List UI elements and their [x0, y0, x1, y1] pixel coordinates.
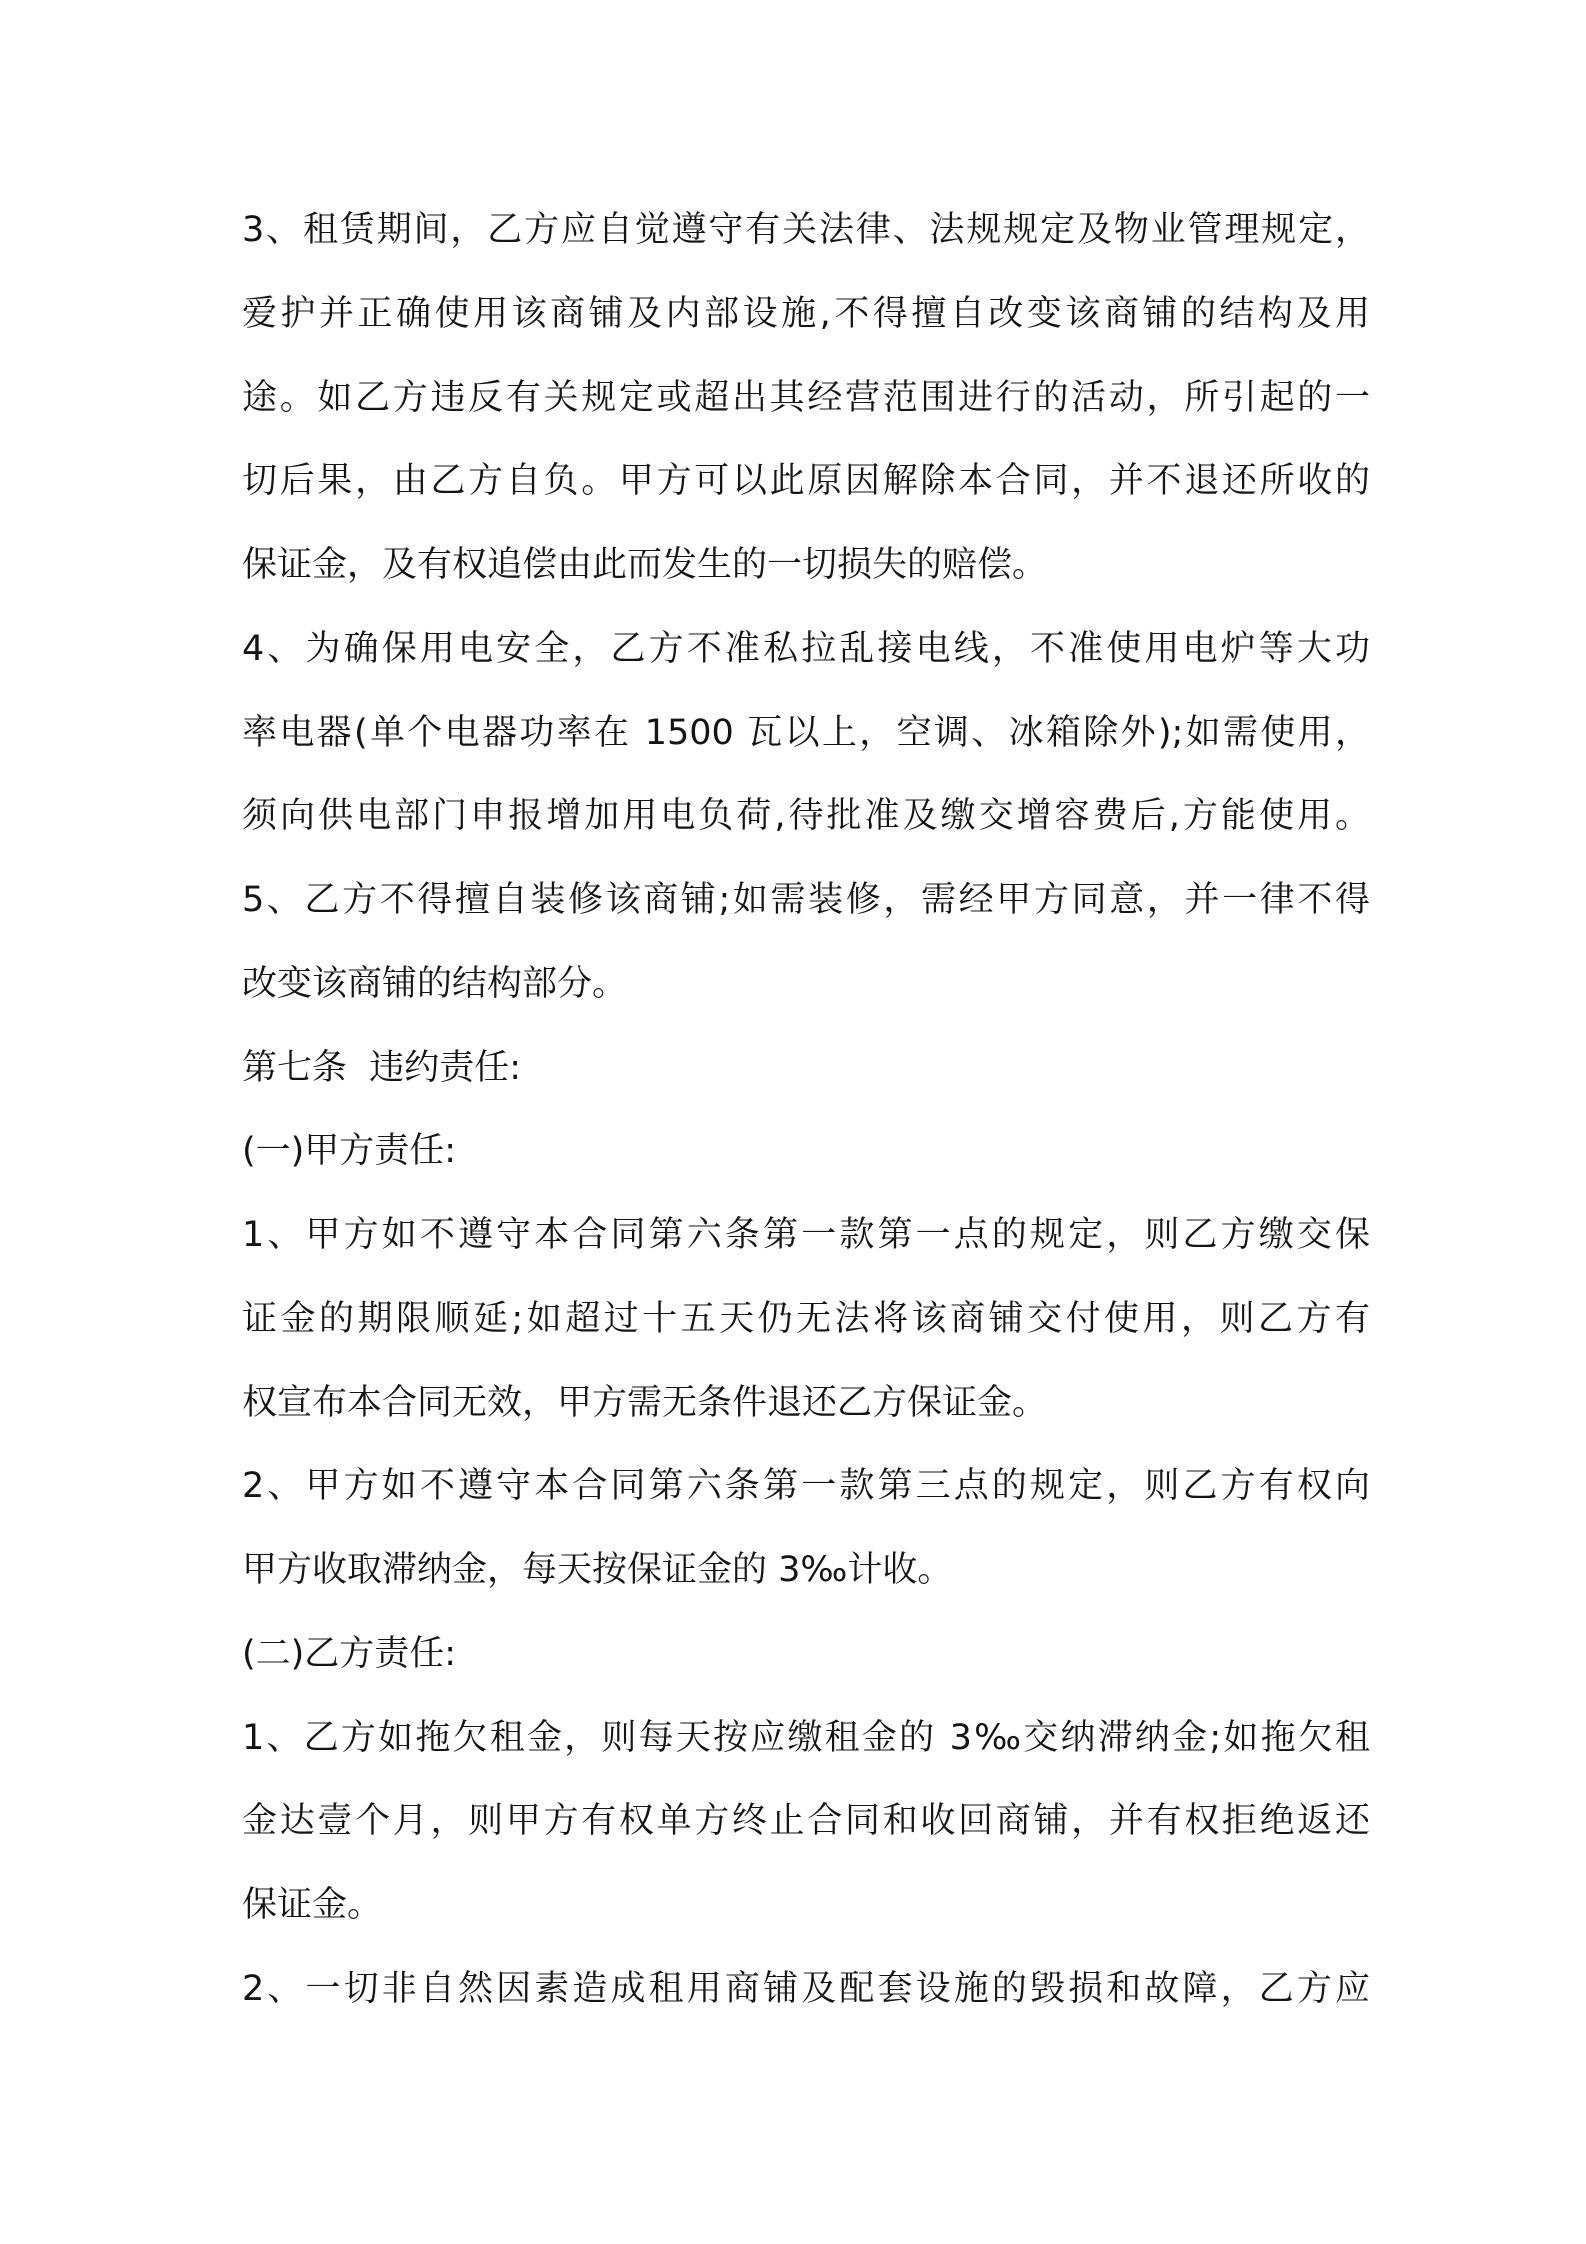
text-line: 1、乙方如拖欠租金，则每天按应缴租金的 3‰交纳滞纳金;如拖欠租 [242, 1717, 1370, 1758]
text-line: 权宣布本合同无效，甲方需无条件退还乙方保证金。 [242, 1382, 1048, 1423]
subsection-heading-party-a [242, 1110, 1370, 1194]
section-heading-article-7 [242, 1027, 1370, 1111]
text-line: 改变该商铺的结构部分。 [242, 963, 628, 1004]
text-line: 3、租赁期间，乙方应自觉遵守有关法律、法规规定及物业管理规定， [242, 210, 1370, 250]
text-line: 1、甲方如不遵守本合同第六条第一款第一点的规定，则乙方缴交保 [242, 1215, 1370, 1255]
text-line: 4、为确保用电安全，乙方不准私拉乱接电线，不准使用电炉等大功 [242, 628, 1370, 669]
document-body [242, 189, 1370, 2032]
paragraph-party-a-item-2 [242, 1445, 1370, 1613]
paragraph-party-b-item-2 [242, 1948, 1370, 2032]
text-line: 率电器(单个电器功率在 1500 瓦以上，空调、冰箱除外);如需使用， [242, 712, 1370, 753]
text-line: 途。如乙方违反有关规定或超出其经营范围进行的活动，所引起的一 [242, 377, 1370, 418]
text-line: 证金的期限顺延;如超过十五天仍无法将该商铺交付使用，则乙方有 [242, 1298, 1370, 1339]
text-line: 保证金，及有权追偿由此而发生的一切损失的赔偿。 [242, 545, 1048, 585]
paragraph-party-a-item-1 [242, 1194, 1370, 1445]
paragraph-clause-3 [242, 189, 1370, 608]
subsection-heading: (一)甲方责任: [242, 1131, 457, 1172]
subsection-heading: (二)乙方责任: [242, 1633, 457, 1674]
paragraph-party-b-item-1 [242, 1697, 1370, 1948]
paragraph-clause-4 [242, 608, 1370, 859]
text-line: 须向供电部门申报增加用电负荷,待批准及缴交增容费后,方能使用。 [242, 796, 1370, 837]
text-line: 2、一切非自然因素造成租用商铺及配套设施的毁损和故障，乙方应 [242, 1968, 1370, 2009]
text-line: 爱护并正确使用该商铺及内部设施,不得擅自改变该商铺的结构及用 [242, 293, 1370, 334]
text-line: 保证金。 [242, 1885, 383, 1925]
text-line: 5、乙方不得擅自装修该商铺;如需装修，需经甲方同意，并一律不得 [242, 880, 1370, 920]
text-line: 甲方收取滞纳金，每天按保证金的 3‰计收。 [242, 1550, 953, 1590]
text-line: 切后果，由乙方自负。甲方可以此原因解除本合同，并不退还所收的 [242, 461, 1370, 502]
text-line: 金达壹个月，则甲方有权单方终止合同和收回商铺，并有权拒绝返还 [242, 1801, 1370, 1842]
text-line: 2、甲方如不遵守本合同第六条第一款第三点的规定，则乙方有权向 [242, 1466, 1370, 1507]
section-heading: 第七条 违约责任: [242, 1047, 522, 1088]
paragraph-clause-5 [242, 859, 1370, 1027]
subsection-heading-party-b [242, 1613, 1370, 1697]
